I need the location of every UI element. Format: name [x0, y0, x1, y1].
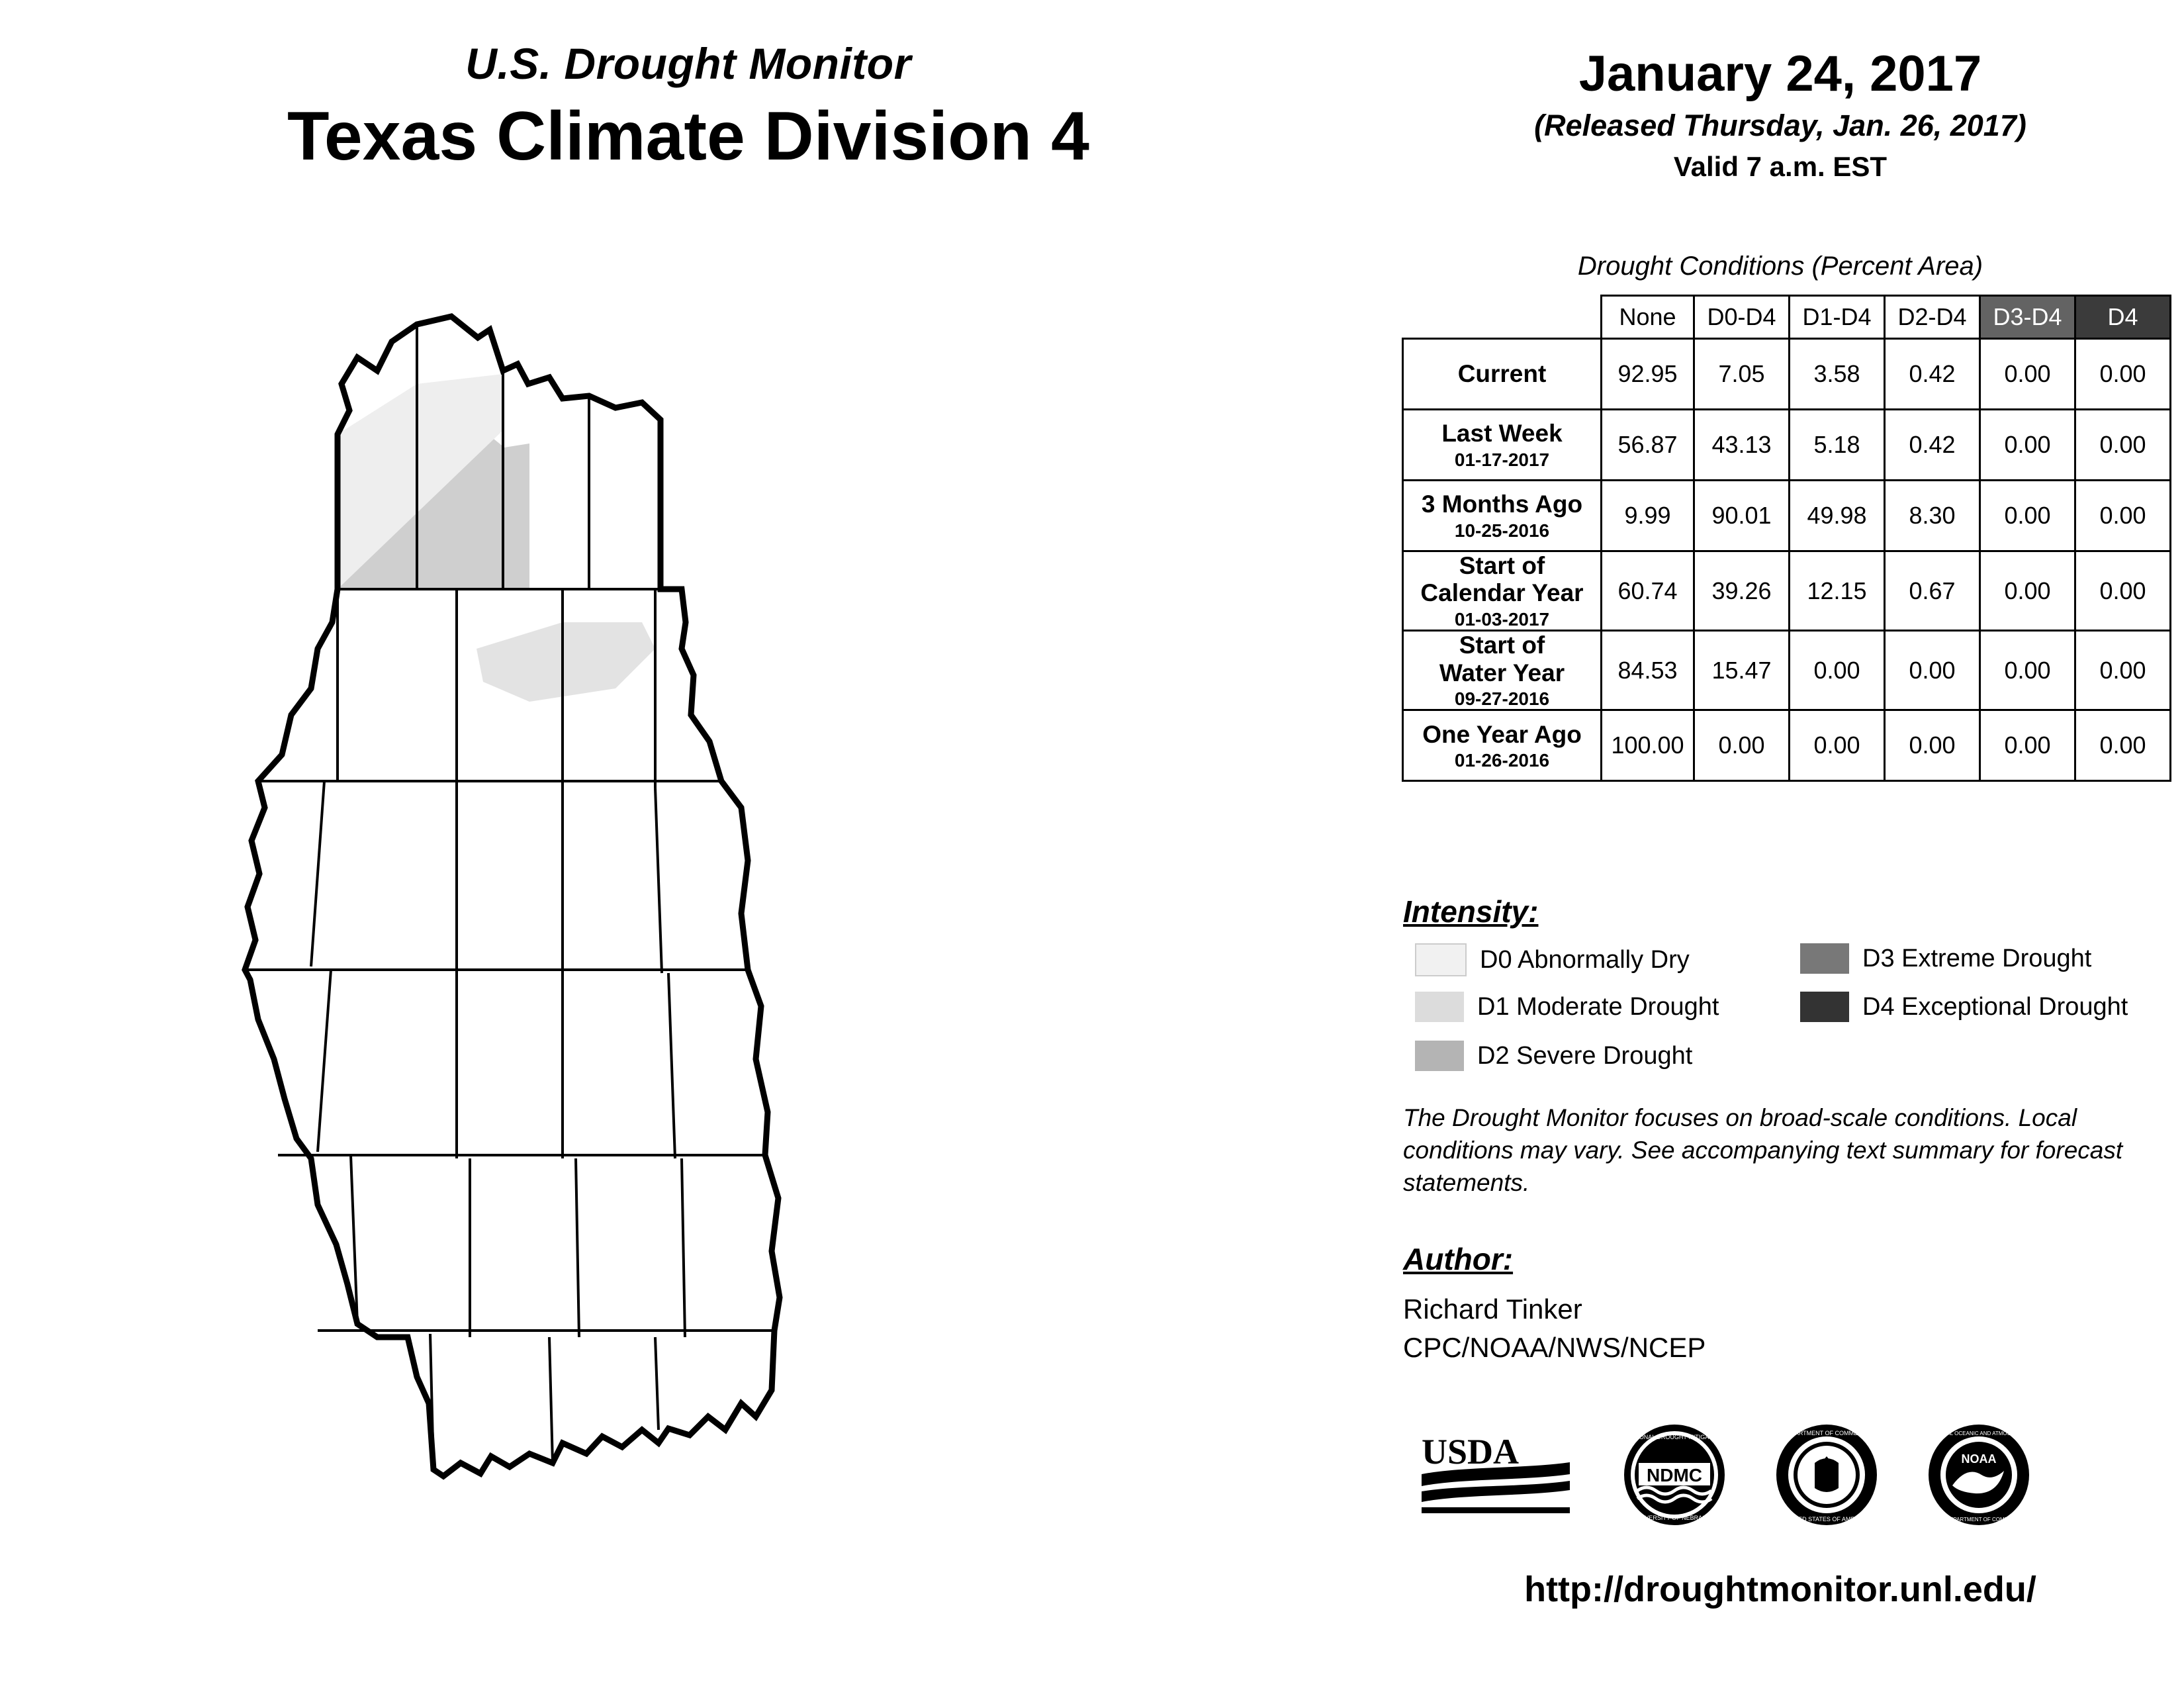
- cell-current-d2d4: 0.42: [1885, 339, 1980, 410]
- legend-item-d1: [1415, 992, 1719, 1022]
- cell-current-none: 92.95: [1602, 339, 1694, 410]
- svg-text:NDMC: NDMC: [1647, 1464, 1702, 1485]
- legend-label-d2: D2 Severe Drought: [1477, 1041, 1693, 1070]
- row-label-text-line1: Start of: [1459, 632, 1545, 659]
- table-caption: Drought Conditions (Percent Area): [1577, 252, 1983, 281]
- usda-logo-icon: [1416, 1425, 1575, 1524]
- cell-lastweek-d0d4: 43.13: [1694, 410, 1790, 481]
- noaa-logo-icon: [1926, 1422, 2032, 1528]
- legend-item-d4: [1800, 992, 2128, 1022]
- cell-lastweek-d3d4: 0.00: [1980, 410, 2075, 481]
- table-row: [1403, 410, 2171, 481]
- cell-wy-d0d4: 15.47: [1694, 631, 1790, 710]
- legend-swatch-d2: [1415, 1041, 1464, 1071]
- valid-time: Valid 7 a.m. EST: [1673, 150, 1888, 182]
- cell-lastweek-none: 56.87: [1602, 410, 1694, 481]
- table-row: [1403, 551, 2171, 631]
- column-header-d4: D4: [2075, 296, 2171, 339]
- cell-1yr-d4: 0.00: [2075, 710, 2171, 781]
- cell-cy-d4: 0.00: [2075, 551, 2171, 631]
- date-block: [1377, 46, 2184, 183]
- legend-label-d4: D4 Exceptional Drought: [1862, 992, 2128, 1021]
- cell-current-d3d4: 0.00: [1980, 339, 2075, 410]
- cell-current-d0d4: 7.05: [1694, 339, 1790, 410]
- cell-3mo-d3d4: 0.00: [1980, 481, 2075, 551]
- row-label-date: 01-26-2016: [1454, 750, 1550, 771]
- column-header-none: None: [1602, 296, 1694, 339]
- svg-text:NATIONAL DROUGHT MITIGATION: NATIONAL DROUGHT MITIGATION: [1625, 1433, 1723, 1440]
- cell-wy-d3d4: 0.00: [1980, 631, 2075, 710]
- svg-text:U.S. DEPARTMENT OF COMMERCE: U.S. DEPARTMENT OF COMMERCE: [1934, 1516, 2024, 1523]
- row-label-date: 09-27-2016: [1454, 688, 1550, 710]
- legend-item-d0: [1415, 943, 1690, 976]
- row-label-text: One Year Ago: [1422, 720, 1582, 748]
- row-label-last-week: [1403, 410, 1602, 481]
- row-label-start-water-year: [1403, 631, 1602, 710]
- cell-3mo-d0d4: 90.01: [1694, 481, 1790, 551]
- row-label-text: 3 Months Ago: [1421, 491, 1583, 518]
- map-container[interactable]: [218, 278, 1145, 1536]
- cell-wy-d1d4: 0.00: [1790, 631, 1885, 710]
- row-label-current: [1403, 339, 1602, 410]
- row-label-3-months-ago: [1403, 481, 1602, 551]
- table-header-row: [1403, 296, 2171, 339]
- cell-current-d4: 0.00: [2075, 339, 2171, 410]
- table-row: [1403, 339, 2171, 410]
- release-date: (Released Thursday, Jan. 26, 2017): [1534, 108, 2026, 142]
- d0-shaded-area-central: [477, 622, 655, 702]
- legend-label-d1: D1 Moderate Drought: [1477, 992, 1719, 1021]
- author-name: Richard Tinker: [1403, 1293, 1582, 1325]
- cell-lastweek-d2d4: 0.42: [1885, 410, 1980, 481]
- cell-3mo-d4: 0.00: [2075, 481, 2171, 551]
- valid-date: January 24, 2017: [1578, 46, 1982, 102]
- legend-swatch-d3: [1800, 943, 1849, 974]
- svg-text:USDA: USDA: [1422, 1431, 1520, 1472]
- cell-wy-none: 84.53: [1602, 631, 1694, 710]
- texas-climate-division-4-map[interactable]: [218, 278, 1145, 1536]
- svg-text:UNITED STATES OF AMERICA: UNITED STATES OF AMERICA: [1784, 1515, 1869, 1523]
- row-label-date: 01-17-2017: [1454, 449, 1550, 470]
- cell-1yr-d1d4: 0.00: [1790, 710, 1885, 781]
- cell-cy-none: 60.74: [1602, 551, 1694, 631]
- cell-1yr-d0d4: 0.00: [1694, 710, 1790, 781]
- cell-cy-d2d4: 0.67: [1885, 551, 1980, 631]
- page-title: Texas Climate Division 4: [287, 97, 1089, 175]
- row-label-text-line2: Water Year: [1439, 659, 1565, 686]
- legend-label-d3: D3 Extreme Drought: [1862, 944, 2092, 972]
- svg-text:NOAA: NOAA: [1961, 1452, 1997, 1466]
- legend-item-d2: [1415, 1041, 1692, 1071]
- column-header-d0d4: D0-D4: [1694, 296, 1790, 339]
- cell-1yr-d3d4: 0.00: [1980, 710, 2075, 781]
- cell-cy-d3d4: 0.00: [1980, 551, 2075, 631]
- row-label-text-line1: Start of: [1459, 552, 1545, 579]
- website-url[interactable]: http://droughtmonitor.unl.edu/: [1524, 1570, 2036, 1609]
- cell-3mo-d2d4: 8.30: [1885, 481, 1980, 551]
- noaa-logo: [1926, 1422, 2032, 1531]
- drought-conditions-table: [1402, 295, 2171, 782]
- usdc-logo: [1774, 1422, 1880, 1531]
- cell-cy-d0d4: 39.26: [1694, 551, 1790, 631]
- legend-item-d3: [1800, 943, 2091, 974]
- table-corner-cell: [1403, 296, 1602, 339]
- column-header-d2d4: D2-D4: [1885, 296, 1980, 339]
- cell-wy-d4: 0.00: [2075, 631, 2171, 710]
- usda-logo: [1416, 1425, 1575, 1528]
- svg-text:NATIONAL OCEANIC AND ATMOSPHER: NATIONAL OCEANIC AND ATMOSPHERIC: [1927, 1430, 2031, 1436]
- ndmc-logo: [1621, 1422, 1727, 1531]
- legend-label-d0: D0 Abnormally Dry: [1480, 945, 1690, 974]
- cell-3mo-d1d4: 49.98: [1790, 481, 1885, 551]
- cell-3mo-none: 9.99: [1602, 481, 1694, 551]
- title-block: [0, 40, 1377, 176]
- cell-wy-d2d4: 0.00: [1885, 631, 1980, 710]
- usdc-logo-icon: [1774, 1422, 1880, 1528]
- intensity-heading: Intensity:: [1403, 894, 1539, 929]
- cell-current-d1d4: 3.58: [1790, 339, 1885, 410]
- row-label-text: Current: [1457, 360, 1547, 388]
- disclaimer-text: The Drought Monitor focuses on broad-scale conditions. Local conditions may vary. See accompanying text summary for forecast statements.: [1403, 1104, 2123, 1196]
- legend-swatch-d1: [1415, 992, 1464, 1022]
- author-organization: CPC/NOAA/NWS/NCEP: [1403, 1332, 1706, 1363]
- cell-lastweek-d4: 0.00: [2075, 410, 2171, 481]
- cell-1yr-none: 100.00: [1602, 710, 1694, 781]
- info-panel: [1377, 0, 2184, 1688]
- svg-text:UNIVERSITY OF NEBRASKA: UNIVERSITY OF NEBRASKA: [1634, 1514, 1715, 1521]
- column-header-d1d4: D1-D4: [1790, 296, 1885, 339]
- drought-shading-layer: [338, 374, 655, 702]
- row-label-start-calendar-year: [1403, 551, 1602, 631]
- table-row: [1403, 710, 2171, 781]
- cell-lastweek-d1d4: 5.18: [1790, 410, 1885, 481]
- row-label-text-line2: Calendar Year: [1420, 579, 1584, 607]
- cell-cy-d1d4: 12.15: [1790, 551, 1885, 631]
- cell-1yr-d2d4: 0.00: [1885, 710, 1980, 781]
- program-title: U.S. Drought Monitor: [465, 39, 911, 88]
- table-row: [1403, 481, 2171, 551]
- ndmc-logo-icon: [1621, 1422, 1727, 1528]
- column-header-d3d4: D3-D4: [1980, 296, 2075, 339]
- row-label-text: Last Week: [1441, 420, 1563, 447]
- author-heading: Author:: [1403, 1242, 1514, 1276]
- row-label-date: 10-25-2016: [1454, 520, 1550, 541]
- legend-swatch-d4: [1800, 992, 1849, 1022]
- row-label-date: 01-03-2017: [1454, 608, 1550, 630]
- svg-text:DEPARTMENT OF COMMERCE: DEPARTMENT OF COMMERCE: [1782, 1429, 1871, 1436]
- legend-swatch-d0: [1415, 943, 1467, 976]
- row-label-one-year-ago: [1403, 710, 1602, 781]
- table-row: [1403, 631, 2171, 710]
- logo-strip: [1416, 1417, 2158, 1536]
